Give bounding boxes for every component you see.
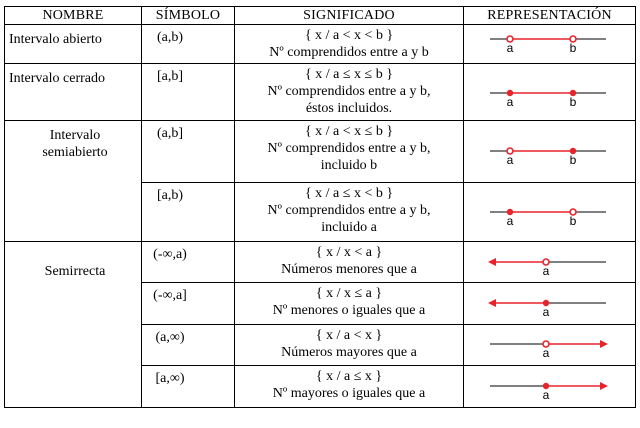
description-cont: incluido a bbox=[321, 220, 377, 235]
representation-cell bbox=[464, 242, 636, 283]
significado-cell bbox=[235, 64, 464, 121]
point-label: b bbox=[569, 214, 577, 228]
representation-cell bbox=[464, 121, 636, 183]
simbolo-cell: (a,∞) bbox=[142, 325, 235, 366]
number-line-ray-right-closed bbox=[464, 366, 636, 408]
number-line-ray-left-closed bbox=[464, 283, 636, 325]
point-label: a bbox=[542, 346, 550, 360]
nombre-cell: Intervalo abierto bbox=[5, 25, 142, 64]
description: Nº comprendidos entre a y b, bbox=[267, 141, 431, 156]
significado-cell bbox=[235, 325, 464, 366]
set-notation: { x / a < x ≤ b } bbox=[304, 124, 394, 139]
significado-cell bbox=[235, 183, 464, 242]
description: Números mayores que a bbox=[281, 345, 417, 360]
description-cont: incluido b bbox=[320, 158, 378, 173]
set-notation: { x / x < a } bbox=[315, 245, 383, 260]
intervals-table bbox=[4, 6, 636, 408]
representation-cell bbox=[464, 283, 636, 325]
description: Nº comprendidos entre a y b, bbox=[267, 203, 431, 218]
table-row bbox=[5, 242, 636, 283]
representation-cell bbox=[464, 325, 636, 366]
nombre-cell: Semirrecta bbox=[5, 242, 142, 408]
representation-cell bbox=[464, 183, 636, 242]
header-simbolo: SÍMBOLO bbox=[142, 7, 235, 25]
simbolo-cell: [a,∞) bbox=[142, 366, 235, 408]
significado-cell bbox=[235, 25, 464, 64]
number-line-closed bbox=[464, 64, 636, 121]
table-row bbox=[5, 64, 636, 121]
table-row bbox=[5, 121, 636, 183]
nombre-cell: Intervalo cerrado bbox=[5, 64, 142, 121]
set-notation: { x / a < x < b } bbox=[304, 28, 394, 43]
description: Nº comprendidos entre a y b, bbox=[267, 84, 431, 99]
point-label: a bbox=[506, 95, 514, 109]
point-label: a bbox=[542, 305, 550, 319]
point-label: a bbox=[506, 41, 514, 55]
table-row bbox=[5, 25, 636, 64]
number-line-half-open-right bbox=[464, 121, 636, 183]
significado-cell bbox=[235, 366, 464, 408]
simbolo-cell: (a,b) bbox=[142, 25, 235, 64]
description: Nº comprendidos entre a y b bbox=[269, 45, 429, 60]
number-line-half-open-left bbox=[464, 183, 636, 242]
point-label: b bbox=[569, 153, 577, 167]
description: Nº menores o iguales que a bbox=[272, 303, 426, 318]
simbolo-cell: [a,b] bbox=[142, 64, 235, 121]
set-notation: { x / a < x } bbox=[315, 328, 383, 343]
simbolo-cell: (a,b] bbox=[142, 121, 235, 183]
set-notation: { x / a ≤ x ≤ b } bbox=[305, 67, 393, 82]
set-notation: { x / a ≤ x } bbox=[315, 369, 383, 384]
header-significado: SIGNIFICADO bbox=[235, 7, 464, 25]
simbolo-cell: (-∞,a] bbox=[142, 283, 235, 325]
header-nombre: NOMBRE bbox=[5, 7, 142, 25]
number-line-ray-right-open bbox=[464, 325, 636, 366]
description: Nº mayores o iguales que a bbox=[272, 386, 426, 401]
point-label: b bbox=[569, 41, 577, 55]
description: Números menores que a bbox=[281, 262, 417, 277]
representation-cell bbox=[464, 366, 636, 408]
significado-cell bbox=[235, 283, 464, 325]
description-cont: éstos incluidos. bbox=[305, 101, 393, 116]
simbolo-cell: [a,b) bbox=[142, 183, 235, 242]
representation-cell bbox=[464, 25, 636, 64]
header-representacion: REPRESENTACIÓN bbox=[464, 7, 636, 25]
set-notation: { x / a ≤ x < b } bbox=[304, 186, 394, 201]
point-label: b bbox=[569, 95, 577, 109]
number-line-open bbox=[464, 25, 636, 64]
point-label: a bbox=[506, 153, 514, 167]
set-notation: { x / x ≤ a } bbox=[315, 286, 383, 301]
header-row bbox=[5, 7, 636, 25]
significado-cell bbox=[235, 242, 464, 283]
number-line-ray-left-open bbox=[464, 242, 636, 283]
nombre-cell: Intervalo semiabierto bbox=[5, 121, 142, 242]
point-label: a bbox=[542, 264, 550, 278]
simbolo-cell: (-∞,a) bbox=[142, 242, 235, 283]
point-label: a bbox=[542, 388, 550, 402]
representation-cell bbox=[464, 64, 636, 121]
significado-cell bbox=[235, 121, 464, 183]
point-label: a bbox=[506, 214, 514, 228]
